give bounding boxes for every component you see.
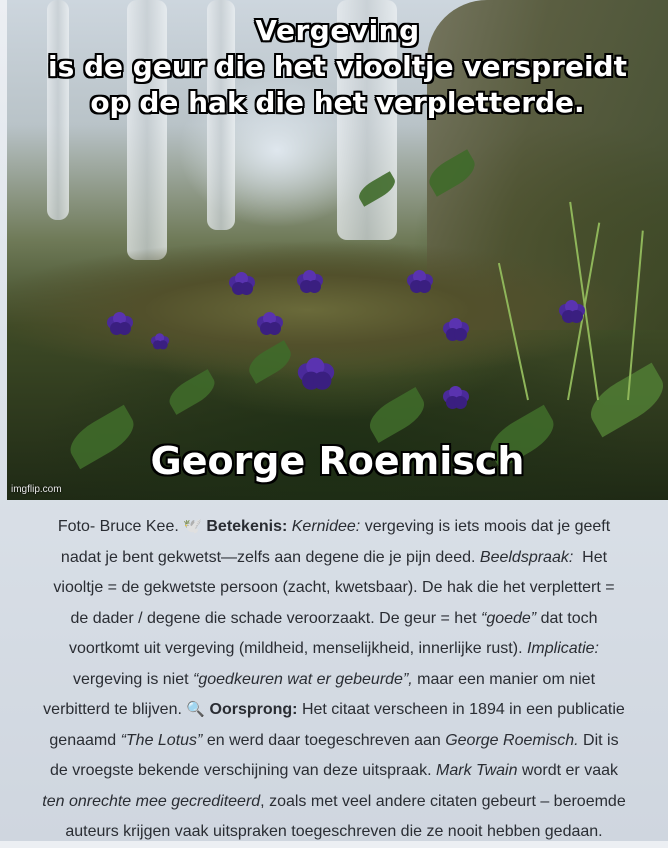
caption-text-segment: verbitterd te blijven. [43, 701, 187, 718]
caption-line [0, 787, 668, 818]
magnifier-icon: 🔍 [186, 701, 206, 718]
caption-text-segment: vergeving is iets moois dat je geeft [360, 518, 611, 535]
oorsprong-label: Oorsprong: [209, 701, 298, 718]
imgflip-watermark: imgflip.com [11, 484, 62, 495]
photo-credit: Foto- Bruce Kee. [57, 518, 184, 535]
the-lotus-title: “The Lotus” [120, 731, 203, 749]
implicatie-label: Implicatie: [526, 640, 599, 657]
caption-text-segment: voortkomt uit vergeving (mildheid, menselijkheid, innerlijke rust). [69, 640, 527, 657]
caption-text-segment: de vroegste bekende verschijning van deze uitspraak. [50, 762, 437, 779]
caption-line [0, 543, 668, 574]
caption-line: viooltje = de gekwetste persoon (zacht, kwetsbaar). De hak die het verplettert = [53, 579, 615, 596]
kernidee-label: Kernidee: [291, 518, 361, 535]
quote-line-3: op de hak die het verpletterde. [90, 86, 585, 119]
meme-image [7, 0, 668, 500]
caption-text-segment: dat toch [536, 609, 598, 627]
caption-line [0, 726, 668, 757]
violet-flower [559, 300, 585, 322]
quote-line-2: is de geur die het viooltje verspreidt [48, 50, 627, 83]
violet-flower [407, 270, 433, 292]
caption-text-segment: nadat je bent gekwetst—zelfs aan degene die je pijn deed. [60, 548, 480, 566]
violet-flower [107, 312, 133, 334]
goedkeuren-term: “goedkeuren wat er gebeurde”, [193, 670, 413, 688]
caption-text-segment: en werd daar toegeschreven aan [202, 731, 446, 749]
caption-text-segment: Het [573, 548, 608, 566]
caption-line [0, 604, 668, 635]
caption-text [0, 512, 668, 848]
caption-line [0, 695, 668, 726]
dove-icon: 🕊️ [183, 518, 202, 535]
caption-line [0, 756, 668, 787]
caption-line: auteurs krijgen vaak uitspraken toegeschreven die ze nooit hebben gedaan. [65, 823, 603, 840]
caption-text-segment: maar een manier om niet [412, 670, 596, 688]
beeldspraak-label: Beeldspraak: [479, 548, 574, 566]
george-roemisch-name: George Roemisch. [445, 731, 579, 749]
goede-term: “goede” [480, 609, 537, 627]
caption-text-segment: wordt er vaak [517, 762, 618, 779]
caption-text-segment: vergeving is niet [72, 670, 194, 688]
violet-flower [298, 358, 334, 389]
violet-flower [257, 312, 283, 334]
quote-author: George Roemisch [150, 439, 525, 483]
violet-flower [443, 386, 469, 408]
caption-line [0, 665, 668, 696]
violet-flower [151, 333, 169, 348]
caption-line [0, 634, 668, 665]
violet-flower [229, 272, 255, 294]
violet-flower [297, 270, 323, 292]
caption-text-segment: Het citaat verscheen in 1894 in een publicatie [297, 701, 625, 718]
caption-text-segment: de dader / degene die schade veroorzaakt. De geur = het [70, 609, 481, 627]
ten-onrechte-phrase: ten onrechte mee gecrediteerd [42, 792, 261, 810]
violet-flower [443, 318, 469, 340]
caption-text-segment: genaamd [49, 731, 121, 749]
caption-text-segment: , zoals met veel andere citaten gebeurt – beroemde [260, 792, 626, 810]
caption-text-segment: Dit is [578, 731, 619, 749]
caption-line [0, 512, 668, 543]
betekenis-label: Betekenis: [206, 518, 288, 535]
mark-twain-name: Mark Twain [436, 762, 518, 779]
quote-line-1: Vergeving [255, 14, 420, 47]
leaf [364, 387, 431, 443]
